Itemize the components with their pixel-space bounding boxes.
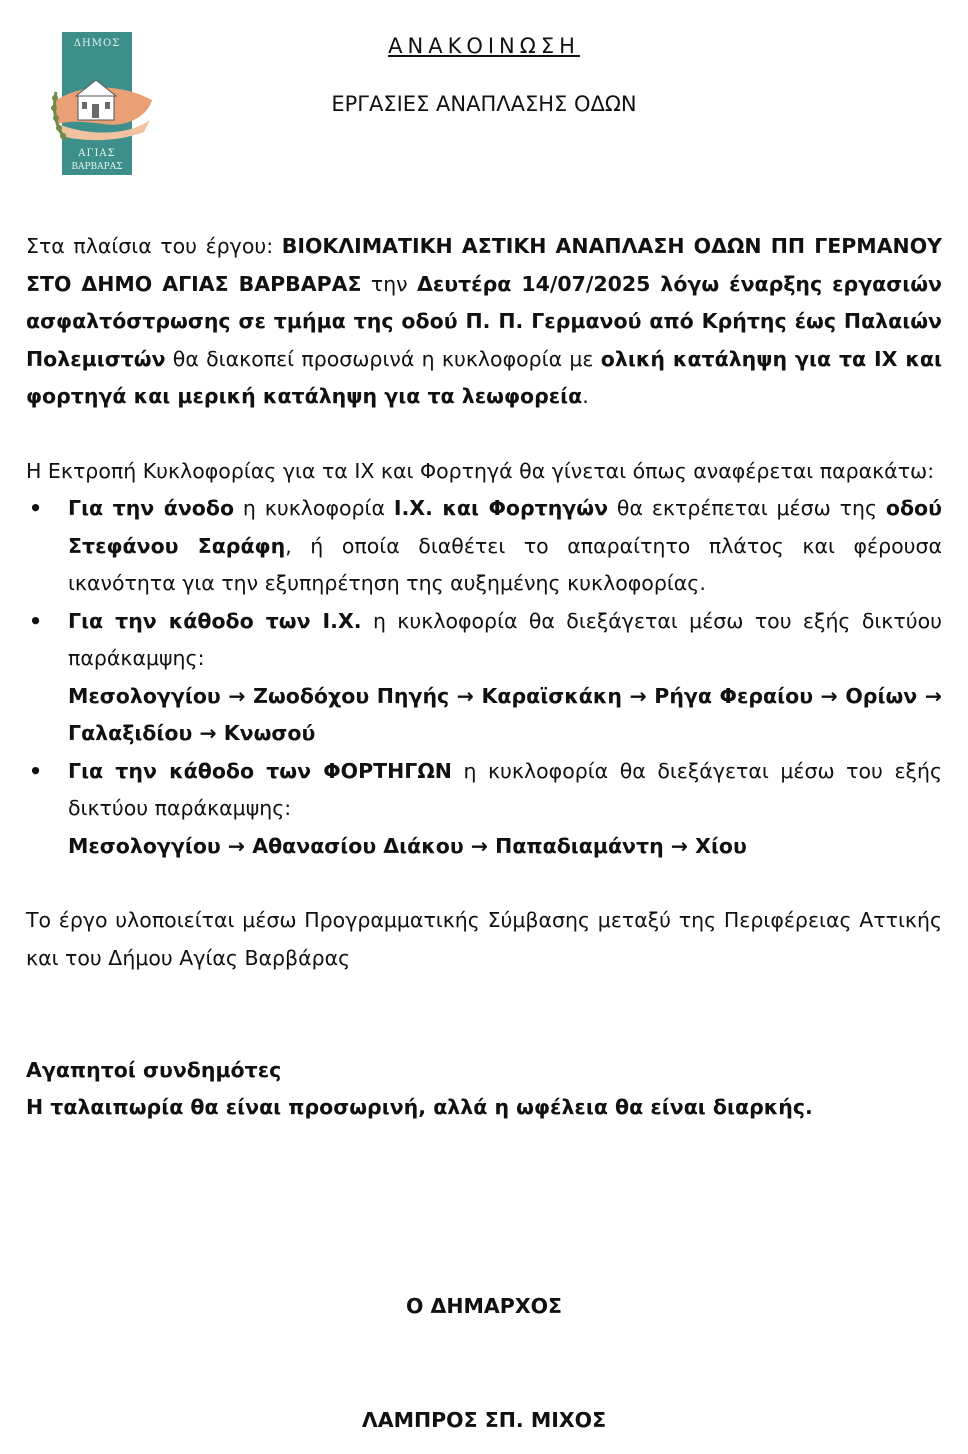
item-text: θα εκτρέπεται μέσω της (608, 496, 886, 520)
list-item-descent-trucks (26, 753, 942, 866)
bullet-icon: • (29, 758, 43, 783)
announcement-title: ΑΝΑΚΟΙΝΩΣΗ (388, 34, 580, 58)
works-date: Δευτέρα 14/07/2025 λόγω έναρξης εργασιών ασφαλτόστρωσης σε τμήμα της οδού Π. Π. Γερμανού από Κρήτης έως Παλαιών Πολεμιστών (26, 271, 943, 371)
svg-text:ΒΑΡΒΑΡΑΣ: ΒΑΡΒΑΡΑΣ (71, 162, 123, 172)
intro-text: την (361, 271, 417, 296)
item-heading: Για την κάθοδο των ΦΟΡΤΗΓΩΝ (68, 758, 452, 783)
closure-type: ολική κατάληψη για τα ΙΧ και φορτηγά και μερική κατάληψη για τα λεωφορεία (26, 346, 942, 408)
bullet-icon: • (29, 496, 43, 520)
svg-text:ΔΗΜΟΣ: ΔΗΜΟΣ (73, 38, 121, 49)
svg-text:ΑΓΙΑΣ: ΑΓΙΑΣ (78, 148, 116, 159)
announcement-body (26, 228, 942, 977)
intro-text: Στα πλαίσια του έργου: (26, 234, 282, 258)
project-name: ΒΙΟΚΛΙΜΑΤΙΚΗ ΑΣΤΙΚΗ ΑΝΑΠΛΑΣΗ ΟΔΩΝ ΠΠ ΓΕΡΜΑΝΟΥ ΣΤΟ ΔΗΜΟ ΑΓΙΑΣ ΒΑΡΒΑΡΑΣ (26, 234, 942, 296)
intro-text: θα διακοπεί προσωρινά η κυκλοφορία με (165, 346, 601, 371)
funding-paragraph: Το έργο υλοποιείται μέσω Προγραμματικής Σύμβασης μεταξύ της Περιφέρειας Αττικής και του Δήμου Αγίας Βαρβάρας (26, 908, 942, 970)
signature-role: Ο ΔΗΜΑΡΧΟΣ (405, 1294, 563, 1318)
item-text: , ή οποία διαθέτει το απαραίτητο πλάτος και φέρουσα ικανότητα για την εξυπηρέτηση της αυξημένης κυκλοφορίας. (68, 533, 943, 595)
list-item-descent-cars (26, 603, 942, 753)
item-heading: Για την κάθοδο των Ι.Χ. (68, 608, 362, 633)
intro-paragraph (26, 228, 942, 416)
list-item-ascent (26, 490, 942, 603)
closing-statement: Η ταλαιπωρία θα είναι προσωρινή, αλλά η ωφέλεια θα είναι διαρκής. (26, 1095, 813, 1119)
detour-route-trucks: Μεσολογγίου → Αθανασίου Διάκου → Παπαδιαμάντη → Χίου (68, 833, 747, 858)
item-vehicles: Ι.Χ. και Φορτηγών (393, 496, 609, 520)
signature-name: ΛΑΜΠΡΟΣ ΣΠ. ΜΙΧΟΣ (361, 1408, 607, 1432)
intro-text: . (582, 384, 589, 408)
item-heading: Για την άνοδο (68, 496, 235, 520)
bullet-icon: • (29, 608, 43, 633)
detour-intro: Η Εκτροπή Κυκλοφορίας για τα ΙΧ και Φορτηγά θα γίνεται όπως αναφέρεται παρακάτω: (26, 458, 935, 483)
closing-message (26, 1052, 813, 1126)
announcement-subtitle: ΕΡΓΑΣΙΕΣ ΑΝΑΠΛΑΣΗΣ ΟΔΩΝ (331, 92, 637, 116)
detour-route-cars: Μεσολογγίου → Ζωοδόχου Πηγής → Καραϊσκάκη → Ρήγα Φεραίου → Ορίων → Γαλαξιδίου → Κνωσού (68, 683, 942, 745)
item-text: η κυκλοφορία θα διεξάγεται μέσω του εξής δικτύου παράκαμψης: (68, 608, 942, 670)
item-text: η κυκλοφορία θα διεξάγεται μέσω του εξής δικτύου παράκαμψης: (68, 758, 942, 820)
item-street: οδού Στεφάνου Σαράφη (68, 496, 942, 558)
closing-greeting: Αγαπητοί συνδημότες (26, 1058, 282, 1082)
item-text: η κυκλοφορία (234, 496, 394, 520)
